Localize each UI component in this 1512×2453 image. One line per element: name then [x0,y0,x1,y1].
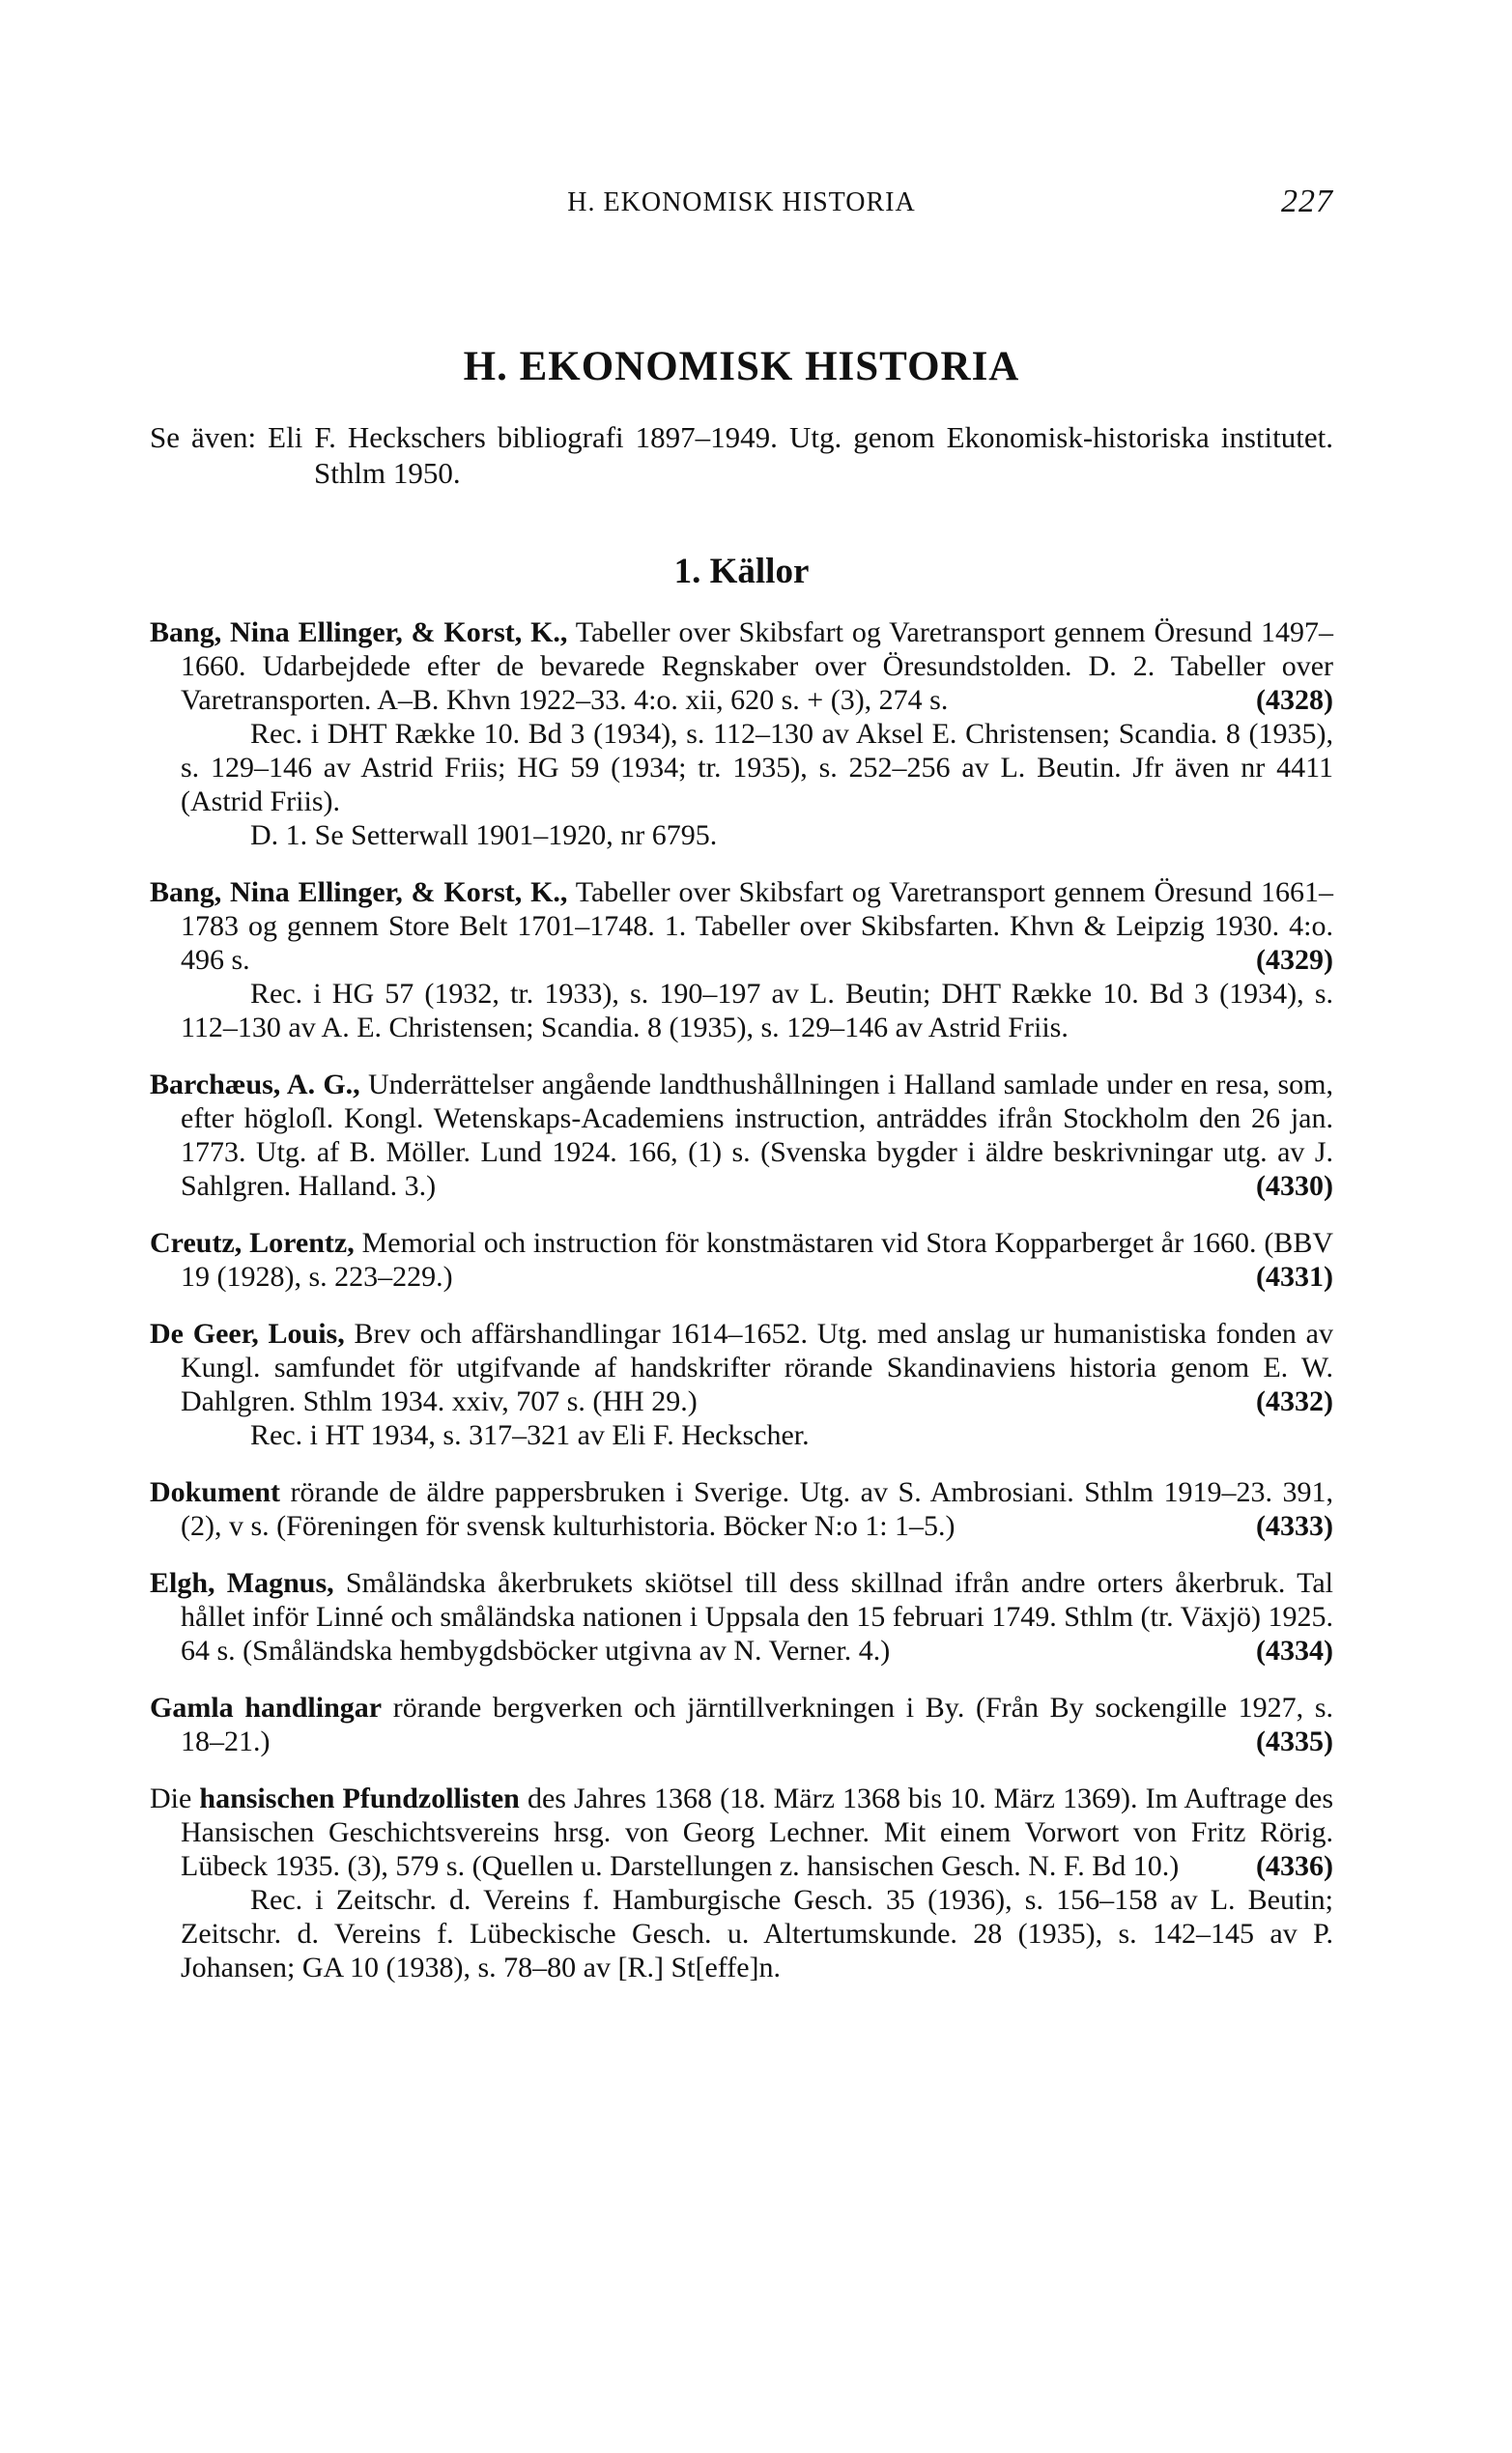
entry-review: Rec. i Zeitschr. d. Vereins f. Hamburgische Gesch. 35 (1936), s. 156–158 av L. Beutin; Zeitschr. d. Vereins f. Lübeckische Gesch. u. Altertumskunde. 28 (1935), s. 142–145 av P. Johansen; GA 10 (1938), s. 78–80 av [R.] St[effe]n. [181,1884,1333,1983]
bibliography-entry [150,1226,1333,1294]
entry-number: (4332) [1256,1385,1333,1417]
running-head-title: H. EKONOMISK HISTORIA [567,187,916,217]
entry-number: (4336) [1256,1850,1333,1882]
entry-author: Dokument [150,1476,281,1508]
entry-body: Memorial och instruction för konstmästaren vid Stora Kopparberget år 1660. (BBV 19 (1928), s. 223–229.) [181,1227,1333,1293]
entry-author: Barchæus, A. G., [150,1069,360,1100]
entry-body: Småländska åkerbrukets skiötsel till dess skillnad ifrån andre orters åkerbruk. Tal hållet inför Linné och småländska nationen i Uppsala den 15 februari 1749. Sthlm (tr. Växjö) 1925. 64 s. (Småländska hembygdsböcker utgivna av N. Verner. 4.) [181,1567,1334,1667]
page [150,184,1333,1984]
entry-number: (4333) [1256,1510,1333,1542]
entry-number: (4334) [1256,1635,1333,1667]
bibliography-entry [150,875,1333,1044]
entry-body: des Jahres 1368 (18. März 1368 bis 10. März 1369). Im Auftrage des Hansischen Geschichtsvereins hrsg. von Georg Lechner. Mit einem Vorwort von Fritz Rörig. Lübeck 1935. (3), 579 s. (Quellen u. Darstellungen z. hansischen Gesch. N. F. Bd 10.) [181,1783,1333,1882]
subsection-title: 1. Källor [673,552,810,591]
entry-author: Creutz, Lorentz, [150,1227,355,1259]
entry-number: (4329) [1256,944,1333,976]
entry-body: rörande bergverken och järntillverkningen i By. (Från By sockengille 1927, s. 18–21.) [181,1692,1334,1757]
entry-body: Brev och affärshandlingar 1614–1652. Utg. med anslag ur humanistiska fonden av Kungl. samfundet för utgifvande af handskrifter rörande Skandinaviens historia genom E. W. Dahlgren. Sthlm 1934. xxiv, 707 s. (HH 29.) [181,1318,1333,1417]
entry-body: Tabeller over Skibsfart og Varetransport gennem Öresund 1497–1660. Udarbejdede efter de bevarede Regnskaber over Öresundstolden. D. 2. Tabeller over Varetransporten. A–B. Khvn 1922–33. 4:o. xii, 620 s. + (3), 274 s. [181,616,1333,716]
entry-author: Gamla handlingar [150,1692,383,1724]
see-also-note: Se även: Eli F. Heckschers bibliografi 1897–1949. Utg. genom Ekonomisk-historiska institutet. Sthlm 1950. [150,420,1333,490]
entry-body: rörande de äldre pappersbruken i Sverige. Utg. av S. Ambrosiani. Sthlm 1919–23. 391, (2), v s. (Föreningen för svensk kulturhistoria. Böcker N:o 1: 1–5.) [181,1476,1333,1542]
bibliography-entry [150,1566,1333,1668]
section-title: H. EKONOMISK HISTORIA [463,344,1020,389]
entry-author: Elgh, Magnus, [150,1567,334,1599]
entry-author: Bang, Nina Ellinger, & Korst, K., [150,876,568,908]
entry-number: (4331) [1256,1261,1333,1293]
entry-author: hansischen Pfundzollisten [199,1783,520,1814]
bibliography-entry [150,1317,1333,1452]
entry-review: Rec. i HG 57 (1932, tr. 1933), s. 190–197 av L. Beutin; DHT Række 10. Bd 3 (1934), s. 112–130 av A. E. Christensen; Scandia. 8 (1935), s. 129–146 av Astrid Friis. [181,978,1333,1043]
entry-review: Rec. i DHT Række 10. Bd 3 (1934), s. 112–130 av Aksel E. Christensen; Scandia. 8 (1935), s. 129–146 av Astrid Friis; HG 59 (1934; tr. 1935), s. 252–256 av L. Beutin. Jfr även nr 4411 (Astrid Friis). [181,718,1333,817]
bibliography-entry [150,1068,1333,1203]
bibliography-entry [150,1782,1333,1984]
bibliography-entry [150,1691,1333,1758]
entry-body: Underrättelser angående landthushållningen i Halland samlade under en resa, som, efter högloſl. Kongl. Wetenskaps-Academiens instruction, anträddes ifrån Stockholm den 26 jan. 1773. Utg. af B. Möller. Lund 1924. 166, (1) s. (Svenska bygder i äldre beskrivningar utg. av J. Sahlgren. Halland. 3.) [181,1069,1333,1202]
page-number: 227 [1281,184,1333,219]
entry-prefix: Die [150,1783,192,1814]
bibliography-entry [150,1475,1333,1543]
entry-review: Rec. i HT 1934, s. 317–321 av Eli F. Heckscher. [250,1419,810,1451]
entry-number: (4335) [1256,1726,1333,1757]
entry-body: Tabeller over Skibsfart og Varetransport gennem Öresund 1661–1783 og gennem Store Belt 1701–1748. 1. Tabeller over Skibsfarten. Khvn & Leipzig 1930. 4:o. 496 s. [181,876,1333,976]
entry-author: Bang, Nina Ellinger, & Korst, K., [150,616,568,648]
entry-number: (4328) [1256,684,1333,716]
entry-author: De Geer, Louis, [150,1318,345,1350]
running-head [150,184,1333,232]
entry-note: D. 1. Se Setterwall 1901–1920, nr 6795. [250,819,718,851]
entry-number: (4330) [1256,1170,1333,1202]
bibliography-entry [150,615,1333,852]
